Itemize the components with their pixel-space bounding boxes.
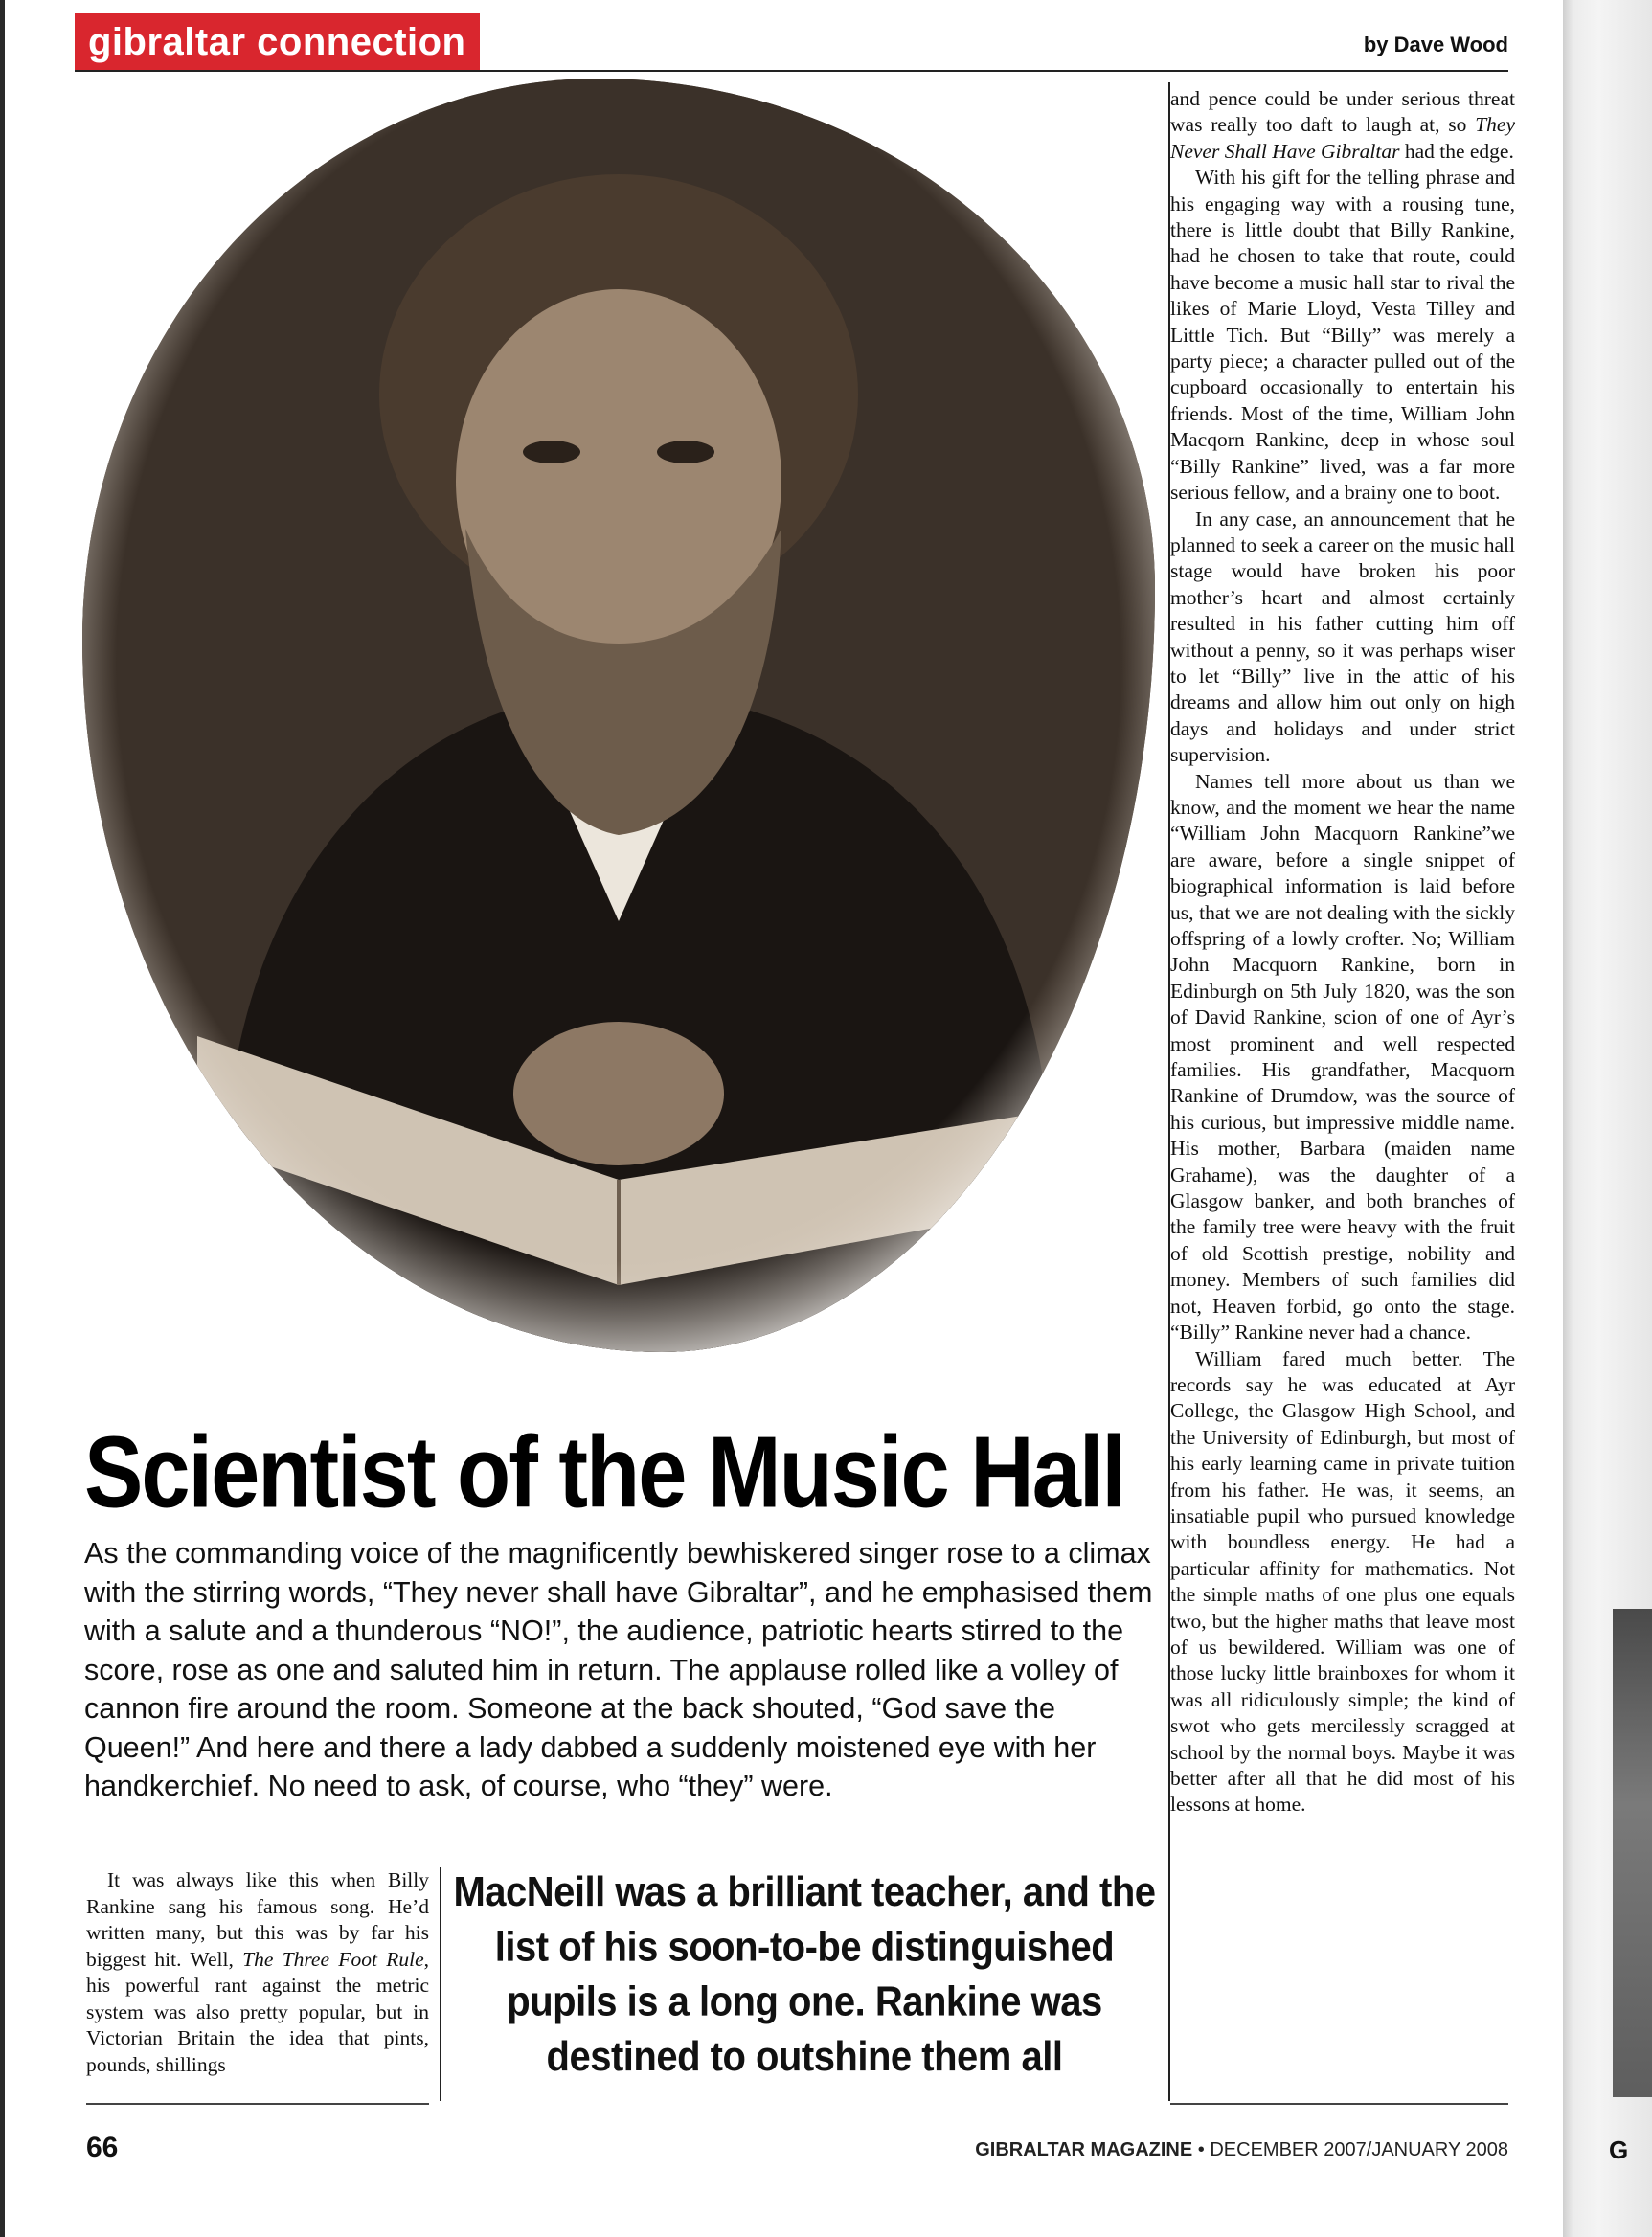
byline: by Dave Wood: [1363, 33, 1508, 56]
body-column-left: [86, 1867, 429, 2078]
issue-date: DECEMBER 2007/JANUARY 2008: [1210, 2139, 1508, 2160]
header-rule: [75, 70, 1508, 72]
col3-paragraph-3: In any case, an announcement that he planned to seek a career on the music hall stage would have broken his poor mother’s heart and almost certainly resulted in his father cutting him off without a penny, so it was perhaps wiser to let “Billy” live in the attic of his dreams and allow him out only on high days and holidays and under strict supervision.: [1170, 507, 1515, 767]
pull-quote: MacNeill was a brilliant teacher, and the list of his soon-to-be distinguished pupils is a long one. Rankine was destined to outshine them all: [453, 1869, 1156, 2080]
column-divider-left: [440, 1867, 441, 2101]
page-left-edge: [0, 0, 5, 2237]
col3-p1-text-a: and pence could be under serious threat was really too daft to laugh at, so: [1170, 87, 1515, 137]
col3-paragraph-5: William fared much better. The records say he was educated at Ayr College, the Glasgow High School, and the University of Edinburgh, but most of his early learning came in private tuition from his father. He was, it seems, an insatiable pupil who pursued knowledge with boundless energy. He had a particular affinity for mathematics. Not the simple maths of one plus one equals two, but the higher maths that leave most of us bewildered. William was one of those lucky little brainboxes for whom it was all ridiculously simple; the kind of swot who gets mercilessly scragged at school by the normal boys. Maybe it was better after all that he did most of his lessons at home.: [1170, 1346, 1515, 1817]
adjacent-page-letter: G: [1609, 2135, 1629, 2164]
col3-paragraph-4: Names tell more about us than we know, and the moment we hear the name “William John Macquorn Rankine”we are aware, before a single snippet of biographical information is laid before us, that we are not dealing with the sickly offspring of a lowly crofter. No; William John Macquorn Rankine, born in Edinburgh on 5th July 1820, was the son of David Rankine, scion of one of Ayr’s most prominent and well respected families. His grandfather, Macquorn Rankine of Drumdow, was the source of his curious, but impressive middle name. His mother, Barbara (maiden name Grahame), was the daughter of a Glasgow banker, and both branches of the family tree were heavy with the fruit of old Scottish prestige, nobility and money. Members of such families did not, Heaven forbid, go onto the stage. “Billy” Rankine never had a chance.: [1170, 769, 1515, 1344]
col3-paragraph-1: [1170, 86, 1515, 165]
footer-publication: [975, 2139, 1508, 2161]
page-number: 66: [86, 2132, 119, 2163]
col3-p1-text-b: had the edge.: [1399, 139, 1514, 163]
col1-text-a: It was always like this when Billy Rankine sang his famous song. He’d written many, but this was by far his biggest hit. Well,: [86, 1868, 429, 1971]
article-intro: As the commanding voice of the magnificently bewhiskered singer rose to a climax with the stirring words, “They never shall have Gibraltar”, and he emphasised them with a salute and a thunderous “NO!”, the audience, patriotic hearts stirred to the score, rose as one and saluted him in return. The applause rolled like a volley of cannon fire around the room. Someone at the back shouted, “God save the Queen!” And here and there a lady dabbed a suddenly moistened eye with her handkerchief. No need to ask, of course, who “they” were.: [84, 1537, 1153, 1802]
portrait-photo: [82, 79, 1155, 1352]
col1-text-b: , his powerful rant against the metric system was also pretty popular, but in Victorian Britain the idea that pints, pounds, shillings: [86, 1947, 429, 2076]
col3-paragraph-2: With his gift for the telling phrase and his engaging way with a rousing tune, there is little doubt that Billy Rankine, had he chosen to take that route, could have become a music hall star to rival the likes of Marie Lloyd, Vesta Tilley and Little Tich. But “Billy” was merely a party piece; a character pulled out of the cupboard occasionally to entertain his friends. Most of the time, William John Macqorn Rankine, deep in whose soul “Billy Rankine” lived, was a far more serious fellow, and a brainy one to boot.: [1170, 166, 1515, 505]
article-headline: Scientist of the Music Hall: [84, 1416, 1124, 1529]
section-tag: gibraltar connection: [75, 13, 480, 71]
col1-title: The Three Foot Rule: [242, 1947, 424, 1971]
body-column-right: [1170, 86, 1515, 1819]
col3-p1-title: They Never Shall Have Gibraltar: [1170, 113, 1515, 163]
magazine-name: GIBRALTAR MAGAZINE: [975, 2139, 1193, 2160]
footer-separator: •: [1197, 2139, 1205, 2160]
footer-rule-left: [86, 2103, 429, 2105]
adjacent-page-photo: [1613, 1609, 1652, 2097]
footer-rule-right: [1170, 2103, 1508, 2105]
